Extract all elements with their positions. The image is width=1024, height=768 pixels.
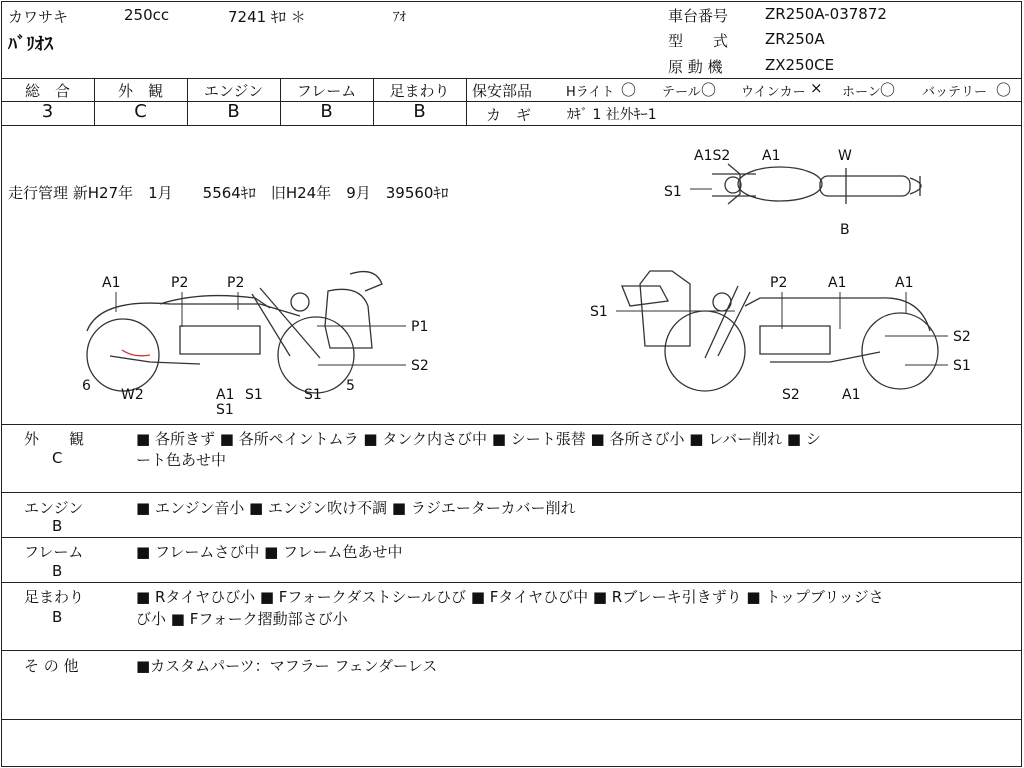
- detail-label: フレーム: [24, 543, 84, 561]
- mark-left-a1: A1: [102, 275, 121, 291]
- divider: [1, 650, 1022, 651]
- engine-label: 原 動 機: [668, 58, 723, 76]
- displacement: 250cc: [124, 6, 170, 24]
- mark-left-a1b: A1: [216, 387, 235, 403]
- mark-top-s1: S1: [664, 184, 682, 200]
- top-view-motorcycle: [712, 164, 921, 204]
- mileage: 7241 ｷﾛ ＊: [228, 8, 306, 26]
- type-value: ZR250A: [765, 30, 825, 48]
- mark-top-b: B: [840, 222, 850, 238]
- detail-label: 足まわり: [24, 588, 85, 606]
- model-name: ﾊﾞﾘｵｽ: [8, 34, 53, 55]
- detail-line: ■ 各所きず ■ 各所ペイントムラ ■ タンク内さび中 ■ シート張替 ■ 各所さび小 ■ レバー削れ ■ シ: [136, 430, 821, 448]
- suspension-grade-label: 足まわり: [389, 82, 450, 100]
- mark-top-a1s2: A1S2: [694, 148, 731, 164]
- tail-status: 〇: [701, 81, 717, 99]
- mark-left-p2a: P2: [171, 275, 189, 291]
- battery-status: 〇: [996, 81, 1012, 99]
- mark-left-s2: S2: [411, 358, 429, 374]
- engine-grade-label: エンジン: [203, 82, 264, 100]
- mark-right-s2a: S2: [953, 329, 971, 345]
- mark-top-w: W: [838, 148, 852, 164]
- damage-diagram: [0, 126, 1024, 426]
- detail-line: ■ フレームさび中 ■ フレーム色あせ中: [136, 543, 403, 561]
- frame-grade-label: フレーム: [296, 82, 357, 100]
- engine-value: ZX250CE: [765, 56, 835, 74]
- mark-left-6: 6: [82, 378, 91, 394]
- key-label: カ ギ: [486, 106, 532, 124]
- mark-right-s2b: S2: [782, 387, 800, 403]
- detail-grade: B: [52, 562, 63, 580]
- mark-left-5: 5: [346, 378, 355, 394]
- mark-left-p1: P1: [411, 319, 429, 335]
- maker: カワサキ: [8, 8, 69, 26]
- exterior-grade: C: [134, 101, 147, 122]
- mark-left-p2b: P2: [227, 275, 245, 291]
- exterior-label: 外 観: [117, 82, 163, 100]
- mark-left-s1b: S1: [216, 402, 234, 418]
- winker-status: ×: [810, 79, 823, 97]
- mark-right-a1c: A1: [842, 387, 861, 403]
- frame-grade: B: [320, 101, 333, 122]
- divider: [1, 424, 1022, 425]
- type-label: 型 式: [668, 32, 729, 50]
- safety-label: 保安部品: [472, 82, 533, 100]
- divider: [1, 537, 1022, 538]
- mark-left-s1c: S1: [304, 387, 322, 403]
- mark-left-w2: W2: [121, 387, 144, 403]
- horn-label: ホーン: [842, 85, 881, 100]
- detail-label: エンジン: [24, 499, 84, 517]
- damage-marks: [82, 148, 971, 418]
- mileage-management: 走行管理 新H27年 1月 5564ｷﾛ 旧H24年 9月 39560ｷﾛ: [8, 184, 449, 202]
- frame-no-label: 車台番号: [668, 7, 729, 25]
- suspension-grade: B: [413, 101, 426, 122]
- detail-grade: C: [52, 449, 63, 467]
- headlight-label: Hライト: [566, 85, 615, 100]
- winker-label: ウインカー: [741, 85, 806, 100]
- mark-right-s1b: S1: [953, 358, 971, 374]
- overall-label: 総 合: [24, 82, 70, 100]
- detail-line: ■ Rタイヤひび小 ■ Fフォークダストシールひび ■ Fタイヤひび中 ■ Rブレーキ引きずり ■ トップブリッジさ: [136, 588, 884, 606]
- mark-left-s1a: S1: [245, 387, 263, 403]
- headlight-status: 〇: [621, 81, 637, 99]
- mark-top-a1: A1: [762, 148, 781, 164]
- key-value: ｶｷﾞ 1 社外ｷｰ1: [567, 107, 657, 123]
- horn-status: 〇: [880, 81, 896, 99]
- tail-label: テール: [662, 85, 701, 100]
- detail-label: 外 観: [24, 430, 85, 448]
- mark-right-s1: S1: [590, 304, 608, 320]
- divider: [1, 719, 1022, 720]
- divider: [1, 492, 1022, 493]
- detail-line: ■カスタムパーツ：マフラー フェンダーレス: [136, 657, 438, 675]
- detail-line: び小 ■ Fフォーク摺動部さび小: [136, 610, 348, 628]
- detail-line: ート色あせ中: [136, 451, 227, 469]
- mark-right-a1a: A1: [828, 275, 847, 291]
- detail-grade: B: [52, 608, 63, 626]
- detail-label: そ の 他: [24, 657, 79, 675]
- mark-right-a1b: A1: [895, 275, 914, 291]
- overall-grade: 3: [41, 101, 54, 122]
- divider: [1, 78, 1022, 79]
- engine-grade: B: [227, 101, 240, 122]
- divider: [466, 78, 467, 125]
- color: ｱｵ: [393, 10, 406, 25]
- mark-right-p2: P2: [770, 275, 788, 291]
- detail-grade: B: [52, 517, 63, 535]
- frame-no: ZR250A-037872: [765, 5, 887, 23]
- battery-label: バッテリー: [922, 85, 988, 100]
- divider: [1, 582, 1022, 583]
- detail-line: ■ エンジン音小 ■ エンジン吹け不調 ■ ラジエーターカバー削れ: [136, 499, 576, 517]
